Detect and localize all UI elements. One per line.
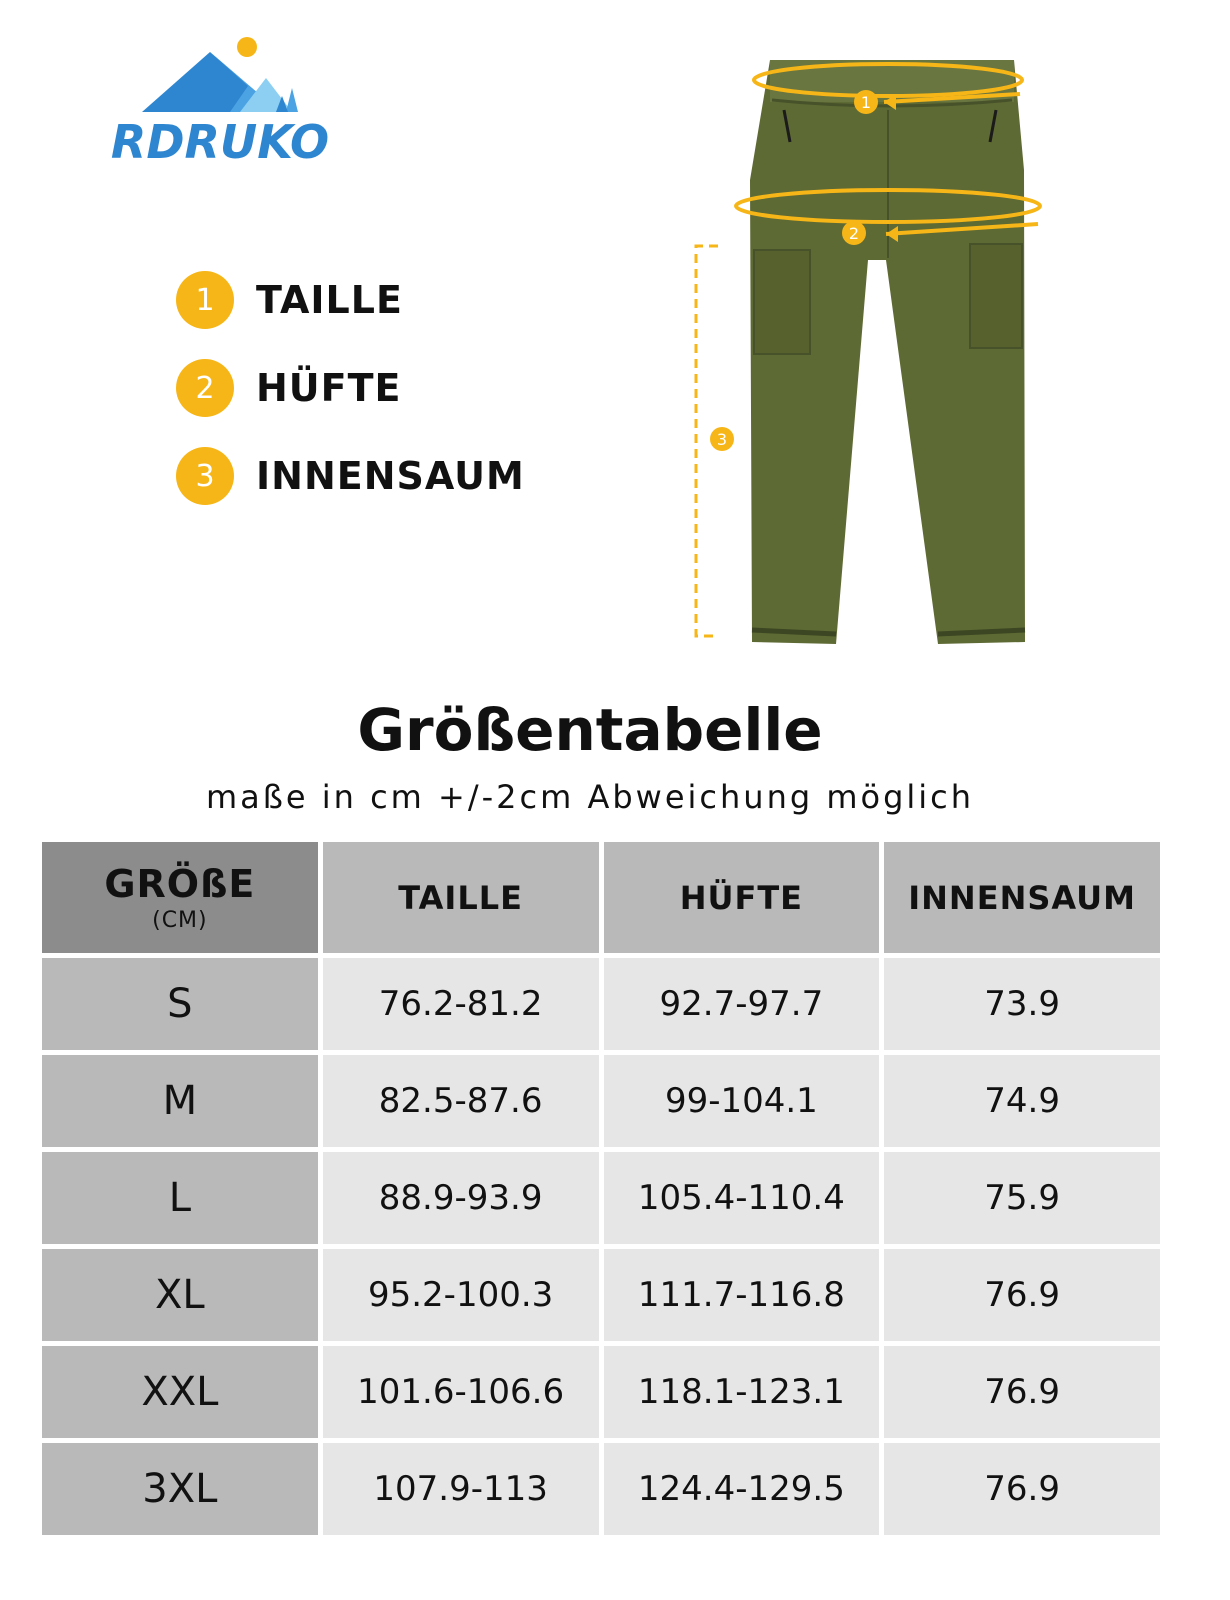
number-badge: 3 [176, 447, 234, 505]
svg-text:2: 2 [848, 224, 860, 243]
inseam-cell: 74.9 [884, 1055, 1160, 1147]
column-header-size: GRÖßE (CM) [42, 842, 318, 953]
legend-item-inseam [176, 446, 525, 506]
hip-cell: 124.4-129.5 [604, 1443, 880, 1535]
page-title: Größentabelle [357, 696, 823, 764]
table-row [42, 1249, 1160, 1341]
table-row [42, 1055, 1160, 1147]
page-subtitle: maße in cm +/-2cm Abweichung möglich [205, 778, 975, 816]
waist-cell: 107.9-113 [323, 1443, 599, 1535]
svg-text:3: 3 [716, 430, 728, 449]
legend-label: INNENSAUM [256, 454, 525, 498]
hip-cell: 111.7-116.8 [604, 1249, 880, 1341]
brand-logo [70, 30, 370, 170]
inseam-cell: 76.9 [884, 1346, 1160, 1438]
column-header-waist: TAILLE [323, 842, 599, 953]
legend-item-waist [176, 270, 525, 330]
size-table [37, 837, 1165, 1540]
sun-icon [237, 37, 257, 57]
column-header-hip: HÜFTE [604, 842, 880, 953]
table-row [42, 1152, 1160, 1244]
brand-name: RDRUKO [110, 115, 330, 169]
hip-cell: 92.7-97.7 [604, 958, 880, 1050]
table-row [42, 1346, 1160, 1438]
size-cell: XL [42, 1249, 318, 1341]
legend-label: TAILLE [256, 278, 403, 322]
hip-cell: 118.1-123.1 [604, 1346, 880, 1438]
size-cell: M [42, 1055, 318, 1147]
hip-cell: 105.4-110.4 [604, 1152, 880, 1244]
number-badge: 2 [176, 359, 234, 417]
legend-label: HÜFTE [256, 366, 402, 410]
waist-cell: 95.2-100.3 [323, 1249, 599, 1341]
legend-item-hip [176, 358, 525, 418]
waist-cell: 82.5-87.6 [323, 1055, 599, 1147]
size-cell: XXL [42, 1346, 318, 1438]
column-header-inseam: INNENSAUM [884, 842, 1160, 953]
table-row [42, 958, 1160, 1050]
inseam-cell: 75.9 [884, 1152, 1160, 1244]
size-cell: L [42, 1152, 318, 1244]
table-row [42, 1443, 1160, 1535]
measurement-legend [176, 270, 525, 534]
pants-diagram [680, 50, 1060, 660]
inseam-cell: 76.9 [884, 1443, 1160, 1535]
inseam-cell: 76.9 [884, 1249, 1160, 1341]
waist-cell: 101.6-106.6 [323, 1346, 599, 1438]
inseam-cell: 73.9 [884, 958, 1160, 1050]
size-cell: S [42, 958, 318, 1050]
table-header-row [42, 842, 1160, 953]
hip-cell: 99-104.1 [604, 1055, 880, 1147]
waist-cell: 88.9-93.9 [323, 1152, 599, 1244]
inseam-marker [696, 246, 734, 636]
pants-icon [750, 60, 1025, 644]
number-badge: 1 [176, 271, 234, 329]
svg-text:1: 1 [860, 93, 872, 112]
unit-label: (CM) [152, 908, 208, 933]
waist-cell: 76.2-81.2 [323, 958, 599, 1050]
size-cell: 3XL [42, 1443, 318, 1535]
